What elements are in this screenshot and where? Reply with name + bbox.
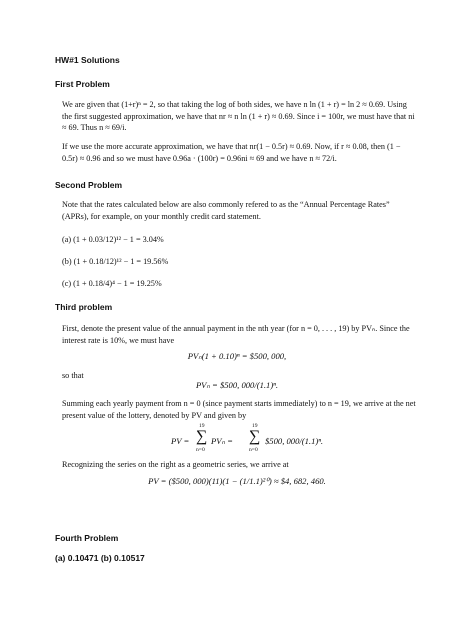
sum-lower-limit-1: n=0: [196, 447, 205, 453]
third-problem-paragraph-1: First, denote the present value of the annual payment in the nth year (for n = 0, . . . , 19) by PVₙ. Since the interest rate is 10%, we must have: [62, 324, 410, 345]
section-heading-third-problem: Third problem: [55, 302, 113, 312]
sigma-symbol-1: ∑: [196, 428, 208, 445]
first-problem-paragraph-2: If we use the more accurate approximation, we have that nr(1 − 0.5r) ≈ 0.69. Now, if r ≈ 0.08, then (1 − 0.5r) ≈ 0.96 and so we must have 0.96a · (100r) = 0.96ni ≈ 69 and we have n ≈ 72/i.: [62, 142, 401, 163]
fourth-problem-answer: (a) 0.10471 (b) 0.10517: [55, 553, 145, 563]
third-problem-so-that: so that: [62, 371, 84, 380]
sigma-symbol-2: ∑: [249, 428, 261, 445]
third-problem-paragraph-2: Summing each yearly payment from n = 0 (since payment starts immediately) to n = 19, we arrive at the net present value of the lottery, denoted by PV and given by: [62, 399, 416, 420]
section-heading-second-problem: Second Problem: [55, 180, 123, 190]
equation-present-value-growth: PVₙ(1 + 0.10)ⁿ = $500, 000,: [187, 351, 287, 361]
third-problem-paragraph-3: Recognizing the series on the right as a geometric series, we arrive at: [62, 460, 289, 469]
sum-term-2: $500, 000/(1.1)ⁿ.: [265, 436, 324, 446]
sum-upper-limit-1: 19: [199, 423, 205, 429]
second-problem-part-c: (c) (1 + 0.18/4)⁴ − 1 = 19.25%: [62, 279, 162, 288]
sum-lower-limit-2: n=0: [249, 447, 258, 453]
equation-present-value: PVₙ = $500, 000/(1.1)ⁿ.: [195, 380, 279, 390]
second-problem-part-a: (a) (1 + 0.03/12)¹² − 1 = 3.04%: [62, 235, 164, 244]
section-heading-fourth-problem: Fourth Problem: [55, 533, 119, 543]
equation-geometric-series-result: PV = ($500, 000)(11)(1 − (1/1.1)²⁰) ≈ $4, 682, 460.: [148, 476, 326, 486]
sum-upper-limit-2: 19: [252, 423, 258, 429]
sum-lhs: PV =: [171, 436, 190, 446]
first-problem-paragraph-1: We are given that (1+r)ⁿ = 2, so that taking the log of both sides, we have n ln (1 + r) = ln 2 ≈ 0.69. Using the first suggested approximation, we have that nr ≈ n ln (1 + r) ≈ 0.69. Since i = 100r, we must have that ni ≈ 69. Thus n ≈ 69/i.: [62, 100, 415, 132]
second-problem-part-b: (b) (1 + 0.18/12)¹² − 1 = 19.56%: [62, 257, 169, 266]
document-title: HW#1 Solutions: [55, 55, 120, 65]
section-heading-first-problem: First Problem: [55, 79, 110, 89]
sum-term-1: PVₙ =: [211, 436, 233, 446]
second-problem-intro: Note that the rates calculated below are also commonly refered to as the “Annual Percentage Rates” (APRs), for example, on your monthly credit card statement.: [62, 200, 390, 221]
